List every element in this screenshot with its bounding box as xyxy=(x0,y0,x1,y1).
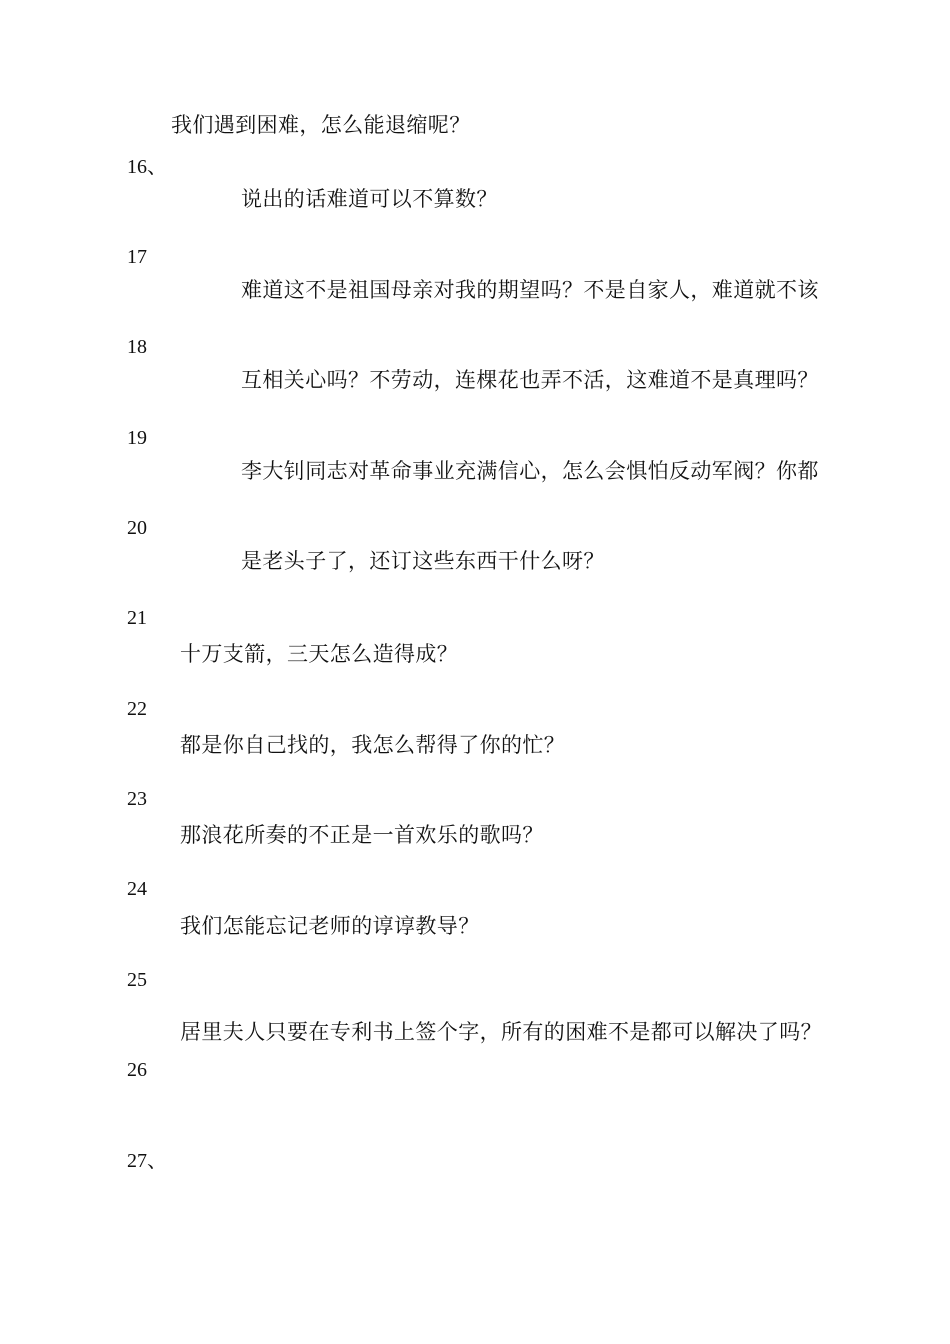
item-number: 23 xyxy=(127,788,147,810)
item-number: 24 xyxy=(127,878,147,900)
item-number: 22 xyxy=(127,698,147,720)
item-number: 21 xyxy=(127,607,147,629)
item-number: 17 xyxy=(127,246,147,268)
item-number: 19 xyxy=(127,427,147,449)
item-number: 16、 xyxy=(127,156,167,178)
sentence-line: 互相关心吗？不劳动，连棵花也弄不活，这难道不是真理吗？ xyxy=(241,368,819,392)
item-number: 18 xyxy=(127,336,147,358)
item-number: 26 xyxy=(127,1059,147,1081)
sentence-line: 都是你自己找的，我怎么帮得了你的忙？ xyxy=(180,733,566,757)
item-number: 27、 xyxy=(127,1150,167,1172)
sentence-line: 李大钊同志对革命事业充满信心，怎么会惧怕反动军阀？你都 xyxy=(241,459,819,483)
sentence-line: 那浪花所奏的不正是一首欢乐的歌吗？ xyxy=(180,823,544,847)
sentence-line: 我们遇到困难，怎么能退缩呢？ xyxy=(171,113,471,137)
sentence-line: 十万支箭，三天怎么造得成？ xyxy=(180,642,459,666)
sentence-line: 说出的话难道可以不算数？ xyxy=(241,187,498,211)
sentence-line: 居里夫人只要在专利书上签个字，所有的困难不是都可以解决了吗？ xyxy=(180,1020,822,1044)
sentence-line: 我们怎能忘记老师的谆谆教导？ xyxy=(180,914,480,938)
item-number: 25 xyxy=(127,969,147,991)
sentence-line: 是老头子了，还订这些东西干什么呀？ xyxy=(241,549,605,573)
sentence-line: 难道这不是祖国母亲对我的期望吗？不是自家人，难道就不该 xyxy=(241,278,819,302)
item-number: 20 xyxy=(127,517,147,539)
